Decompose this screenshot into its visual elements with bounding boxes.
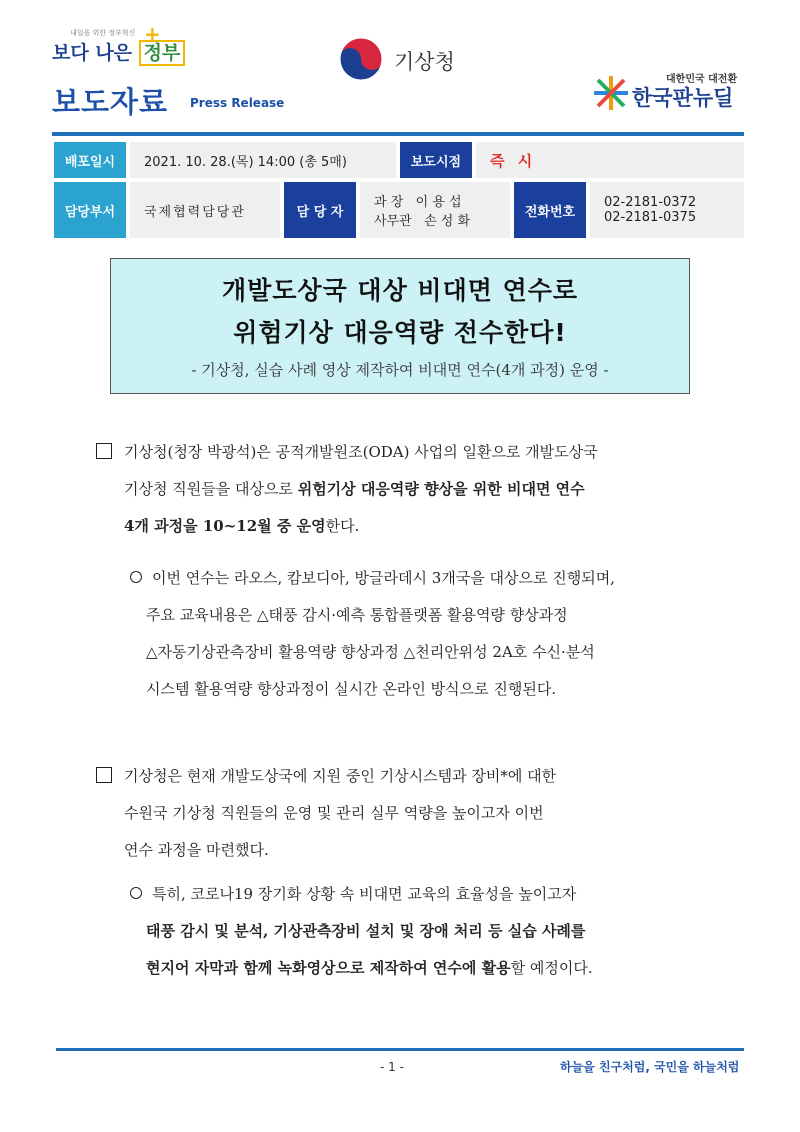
paragraph-1-text-a: 기상청(청장 박광석)은 공적개발원조(ODA) 사업의 일환으로 개발도상국 xyxy=(124,443,598,461)
paragraph-2-line-3: 연수 과정을 마련했다. xyxy=(124,841,269,859)
new-deal-wordmark: 한국판뉴딜 xyxy=(632,86,734,110)
release-date-value: 2021. 10. 28.(목) 14:00 (총 5매) xyxy=(130,142,396,178)
embargo-label: 보도시점 xyxy=(400,142,472,178)
sub-paragraph-2-text-c1: 현지어 자막과 함께 녹화영상으로 제작하여 연수에 활용 xyxy=(146,959,511,977)
department-value: 국제협력담당관 xyxy=(130,182,280,238)
page-number: - 1 - xyxy=(380,1060,404,1074)
circle-bullet-icon xyxy=(130,887,142,899)
paragraph-1-text-b1: 기상청 직원들을 대상으로 xyxy=(124,480,298,498)
korean-new-deal-logo xyxy=(592,66,752,116)
contact-person-2: 사무관 손 성 화 xyxy=(374,214,471,229)
embargo-value xyxy=(476,142,744,178)
logo-wordmark-part1: 보다 나은 xyxy=(52,42,133,64)
paragraph-1-line-3 xyxy=(96,508,726,545)
headline-box xyxy=(110,258,690,394)
checkbox-bullet-icon xyxy=(96,767,112,783)
footer-divider xyxy=(56,1048,744,1051)
checkbox-bullet-icon xyxy=(96,443,112,459)
plus-icon: + xyxy=(144,22,161,46)
headline-subtitle: - 기상청, 실습 사례 영상 제작하여 비대면 연수(4개 과정) 운영 - xyxy=(191,361,609,379)
sub-paragraph-1-line-3: △자동기상관측장비 활용역량 향상과정 △천리안위성 2A호 수신·분석 xyxy=(146,643,595,661)
paragraph-2-line-1 xyxy=(96,758,726,795)
contact-person-1: 과 장 이 용 섭 xyxy=(374,195,462,210)
paragraph-2-text-a: 기상청은 현재 개발도상국에 지원 중인 기상시스템과 장비*에 대한 xyxy=(124,767,557,785)
sub-paragraph-1-text-a: 이번 연수는 라오스, 캄보디아, 방글라데시 3개국을 대상으로 진행되며, xyxy=(152,569,615,587)
new-deal-star-icon xyxy=(592,74,630,112)
new-deal-tagline: 대한민국 대전환 xyxy=(666,74,738,85)
sub-paragraph-2-text-a: 특히, 코로나19 장기화 상황 속 비대면 교육의 효율성을 높이고자 xyxy=(152,885,577,903)
sub-paragraph-1-line-1 xyxy=(130,560,730,597)
paragraph-1-text-b2: 위험기상 대응역량 향상을 위한 비대면 연수 xyxy=(297,480,585,498)
logo-wordmark-part2: 정부 xyxy=(139,40,186,66)
government-innovation-logo xyxy=(52,22,181,80)
agency-logo xyxy=(336,34,486,84)
sub-paragraph-1-line-2: 주요 교육내용은 △태풍 감시·예측 통합플랫폼 활용역량 향상과정 xyxy=(146,606,568,624)
embargo-text: 즉 시 xyxy=(490,151,537,170)
release-date-label: 배포일시 xyxy=(54,142,126,178)
paragraph-1-line-1 xyxy=(96,434,726,471)
logo-tagline: 내일을 위한 정부혁신 xyxy=(70,29,136,37)
phone-label: 전화번호 xyxy=(514,182,586,238)
header-divider xyxy=(52,132,744,136)
sub-paragraph-2 xyxy=(130,876,730,987)
headline-line-2: 위험기상 대응역량 전수한다! xyxy=(233,318,567,347)
paragraph-1-text-c2: 한다. xyxy=(325,517,360,535)
contact-person-value xyxy=(360,182,510,238)
sub-paragraph-2-text-c2: 할 예정이다. xyxy=(510,959,593,977)
sub-paragraph-1-line-4: 시스템 활용역량 향상과정이 실시간 온라인 방식으로 진행된다. xyxy=(146,680,557,698)
phone-number-1: 02-2181-0372 xyxy=(604,195,697,210)
footer-slogan: 하늘을 친구처럼, 국민을 하늘처럼 xyxy=(560,1060,740,1074)
phone-number-2: 02-2181-0375 xyxy=(604,210,697,225)
sub-paragraph-2-line-3 xyxy=(130,950,730,987)
logo-wordmark xyxy=(52,38,185,65)
contact-person-label: 담 당 자 xyxy=(284,182,356,238)
phone-value xyxy=(590,182,744,238)
document-type-subtitle: Press Release xyxy=(190,96,285,110)
sub-paragraph-2-text-b: 태풍 감시 및 분석, 기상관측장비 설치 및 장애 처리 등 실습 사례를 xyxy=(146,922,586,940)
sub-paragraph-2-line-2 xyxy=(130,913,730,950)
paragraph-1-text-c1: 4개 과정을 10~12월 중 운영 xyxy=(124,517,326,535)
department-label: 담당부서 xyxy=(54,182,126,238)
taegeuk-emblem-icon xyxy=(336,34,386,84)
sub-paragraph-1 xyxy=(130,560,730,708)
document-type-title: 보도자료 xyxy=(52,85,169,119)
circle-bullet-icon xyxy=(130,571,142,583)
paragraph-2 xyxy=(96,758,726,869)
agency-name: 기상청 xyxy=(394,50,455,74)
paragraph-1 xyxy=(96,434,726,545)
paragraph-2-line-2: 수원국 기상청 직원들의 운영 및 관리 실무 역량을 높이고자 이번 xyxy=(124,804,544,822)
headline-line-1: 개발도상국 대상 비대면 연수로 xyxy=(221,276,579,305)
sub-paragraph-2-line-1 xyxy=(130,876,730,913)
paragraph-1-line-2 xyxy=(96,471,726,508)
